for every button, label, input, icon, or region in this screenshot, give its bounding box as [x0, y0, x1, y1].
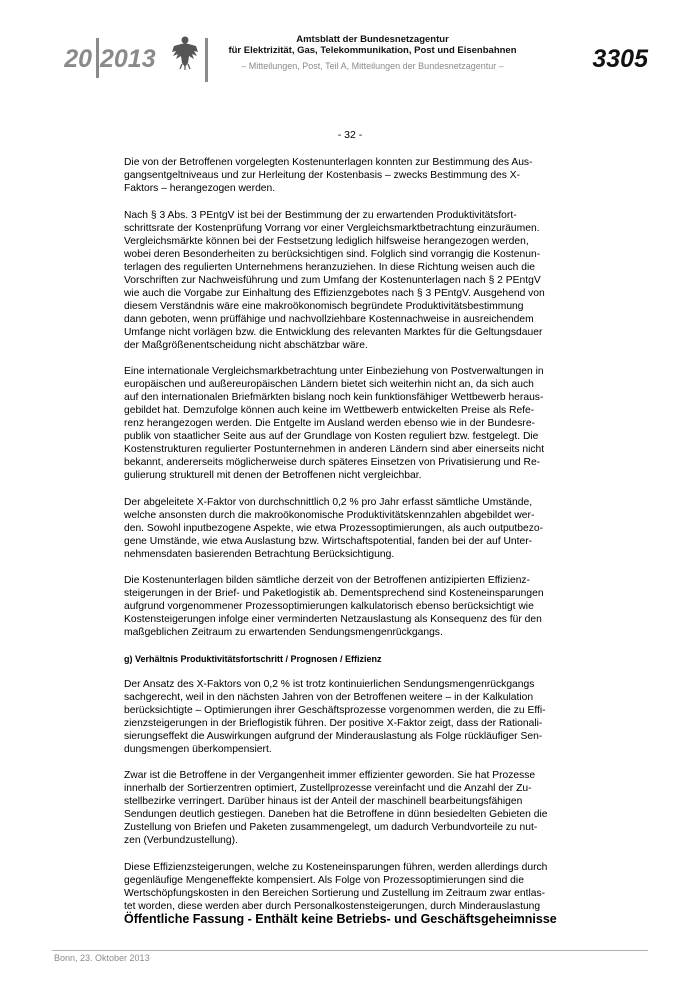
text-line: stellbezirke verringert. Darüber hinaus ist der Anteil der maschinell bearbeitungsfähigen — [124, 796, 523, 807]
text-line: maßgeblichen Zeitraum zu erwartenden Sendungsmengenrückgangs. — [124, 627, 443, 638]
text-line: tet worden, diese werden aber durch Personalkostensteigerungen, durch Minderauslastung — [124, 900, 541, 912]
text-line: sierungseffekt die Auswirkungen aufgrund der Minderauslastung als Folge rückläufiger Sen- — [124, 730, 543, 742]
text-line: schrittsrate der Kostenprüfung Vorrang vor einer Vergleichsmarktbetrachtung einzuräumen. — [124, 222, 540, 234]
paragraph-group-1 — [124, 156, 574, 639]
text-line: Umfange nicht vorlägen bzw. die Entwicklung des relevanten Marktes für die Geltungsdauer — [124, 326, 543, 338]
text-line: zen (Verbundzustellung). — [124, 835, 238, 846]
paragraph — [124, 209, 574, 352]
text-line: Faktors – herangezogen werden. — [124, 183, 276, 194]
paragraph — [124, 496, 574, 561]
paragraph — [124, 769, 574, 847]
text-line: dungsmengen überkompensiert. — [124, 743, 272, 755]
text-line: Wertschöpfungskosten in den Bereichen Sortierung und Zustellung im Zeitraum zwar entlas- — [124, 887, 546, 899]
paragraph — [124, 156, 574, 195]
text-line: Nach § 3 Abs. 3 PEntgV ist bei der Bestimmung der zu erwartenden Produktivitätsfort- — [124, 209, 517, 221]
text-line: Der Ansatz des X-Faktors von 0,2 % ist trotz kontinuierlichen Sendungsmengenrückgangs — [124, 678, 535, 690]
text-line: aufgrund vorgenommener Prozessoptimierungen kalkulatorisch ebenso berücksichtigt wie — [124, 601, 534, 612]
text-line: renz herangezogen werden. Die Entgelte im Ausland werden ebenso wie in der Bundesre- — [124, 418, 535, 429]
publication-title: Amtsblatt der Bundesnetzagentur — [296, 34, 449, 45]
text-line: auf den internationalen Briefmärkten bislang noch kein funktionsfähiger Wettbewerb heraus- — [124, 392, 544, 403]
text-line: steigerungen in der Brief- und Paketlogistik ab. Dementsprechend sind Kosteneinsparungen — [124, 588, 544, 599]
text-line: Vergleichsmärkte können bei der Festsetzung lediglich hilfsweise herangezogen werden, — [124, 235, 529, 247]
text-line: Kostenstrukturen regulierter Postunternehmen in anderen Ländern sind aber einerseits nicht — [124, 444, 545, 455]
footer-place-date: Bonn, 23. Oktober 2013 — [54, 953, 150, 963]
text-line: gulierung strukturell mit denen der Betroffenen nicht vergleichbar. — [124, 470, 422, 481]
text-line: Zustellung von Briefen und Paketen zusammengelegt, um dadurch Verbundvorteile zu nut- — [124, 822, 538, 833]
text-line: Vorschriften zur Nachweisführung und zum Umfang der Kostenunterlagen nach § 2 PEntgV — [124, 274, 541, 286]
text-line: gangsentgeltniveaus und zur Herleitung der Kostenbasis – zwecks Bestimmung des X- — [124, 170, 521, 181]
document-body — [124, 156, 574, 926]
page-marker: - 32 - — [337, 129, 363, 141]
text-line: Kostensteigerungen infolge einer verminderten Netzauslastung als Konsequenz des für den — [124, 614, 542, 625]
text-line: gene Umstände, wie etwa Auslastung bzw. Wirtschaftspotential, fanden bei der auf Unter- — [124, 535, 533, 547]
publication-title-line2: für Elektrizität, Gas, Telekommunikation, Post und Eisenbahnen — [228, 45, 517, 56]
text-line: Der abgeleitete X-Faktor von durchschnittlich 0,2 % pro Jahr erfasst sämtliche Umstände, — [124, 496, 533, 508]
text-line: wie auch die Vorgabe zur Einhaltung des Effizienzgebotes nach § 3 PEntgV. Ausgehend von — [124, 287, 545, 299]
issue-year: 2013 — [100, 45, 156, 73]
text-line: terlagen des regulierten Unternehmens heranzuziehen. In diese Richtung weisen auch die — [124, 261, 535, 273]
text-line: der Maßgrößenentscheidung nicht abschätzbar wäre. — [124, 339, 368, 351]
text-line: bekannt, andererseits möglicherweise durch späteres Einsetzen von Privatisierung und Re- — [124, 457, 541, 468]
text-line: wobei deren Besonderheiten zu berücksichtigen sind. Folglich sind vorrangig die Kostenun- — [124, 248, 541, 260]
text-line: welche ansonsten durch die makroökonomische Produktivitätskennzahlen abgebildet wer- — [124, 509, 535, 521]
text-line: Sendungen deutlich gestiegen. Daneben hat die Betroffene in dünn besiedelten Gebieten die — [124, 809, 548, 820]
paragraph — [124, 365, 574, 482]
paragraph — [124, 574, 574, 639]
text-line: publik von staatlicher Seite aus auf der Grundlage von Kosten reguliert bzw. festgelegt. Die — [124, 431, 539, 442]
paragraph-group-2 — [124, 678, 574, 913]
header-divider — [96, 38, 99, 78]
text-line: diesem Verständnis wäre eine makroökonomisch begründete Produktivitätsbestimmung — [124, 300, 524, 312]
text-line: gebildet hat. Demzufolge können auch keine im Wettbewerb entwickelten Preise als Refe- — [124, 405, 535, 416]
header-divider-2 — [205, 38, 208, 82]
text-line: Diese Effizienzsteigerungen, welche zu Kosteneinsparungen führen, werden allerdings durch — [124, 861, 548, 873]
issue-number: 20 — [64, 45, 92, 73]
text-line: Die Kostenunterlagen bilden sämtliche derzeit von der Betroffenen antizipierten Effizienz- — [124, 575, 531, 586]
text-line: zienzsteigerungen in der Brieflogistik führen. Der positive X-Faktor zeigt, dass der Rationali- — [124, 717, 543, 729]
public-version-notice: Öffentliche Fassung - Enthält keine Betriebs- und Geschäftsgeheimnisse — [124, 912, 557, 926]
text-line: innerhalb der Sortierzentren optimiert, Zustellprozesse vereinfacht und die Anzahl der Zu- — [124, 783, 532, 794]
text-line: berücksichtigte – Optimierungen ihrer Geschäftsprozesse vorgenommen werden, die zu Effi- — [124, 704, 546, 716]
text-line: sachgerecht, weil in den nächsten Jahren von der Betroffenen weitere – in der Kalkulation — [124, 691, 534, 703]
text-line: Eine internationale Vergleichsmarkbetrachtung unter Einbeziehung von Postverwaltungen in — [124, 366, 544, 377]
federal-eagle-icon — [170, 34, 200, 70]
text-line: Zwar ist die Betroffene in der Vergangenheit immer effizienter geworden. Sie hat Prozesse — [124, 770, 536, 781]
text-line: Die von der Betroffenen vorgelegten Kostenunterlagen konnten zur Bestimmung des Aus- — [124, 157, 533, 168]
paragraph — [124, 678, 574, 756]
text-line: dann geboten, wenn prüffähige und nachvollziehbare Kostennachweise in ausreichendem — [124, 313, 534, 325]
publication-subtitle: – Mitteilungen, Post, Teil A, Mitteilungen der Bundesnetzagentur – — [241, 61, 504, 71]
text-line: nehmensdaten basierenden Betrachtung Berücksichtigung. — [124, 548, 395, 560]
page-number: 3305 — [592, 45, 648, 73]
text-line: den. Sowohl inputbezogene Aspekte, wie etwa Prozessoptimierungen, als auch outputbezo- — [124, 522, 544, 534]
text-line: gegenläufige Mengeneffekte kompensiert. Als Folge von Prozessoptimierungen sind die — [124, 874, 524, 886]
text-line: europäischen und außereuropäischen Ländern bietet sich weiterhin nicht an, da sich auch — [124, 379, 534, 390]
section-heading: g) Verhältnis Produktivitätsfortschritt / Prognosen / Effizienz — [124, 653, 382, 664]
footer-divider — [52, 950, 648, 951]
paragraph — [124, 861, 574, 913]
